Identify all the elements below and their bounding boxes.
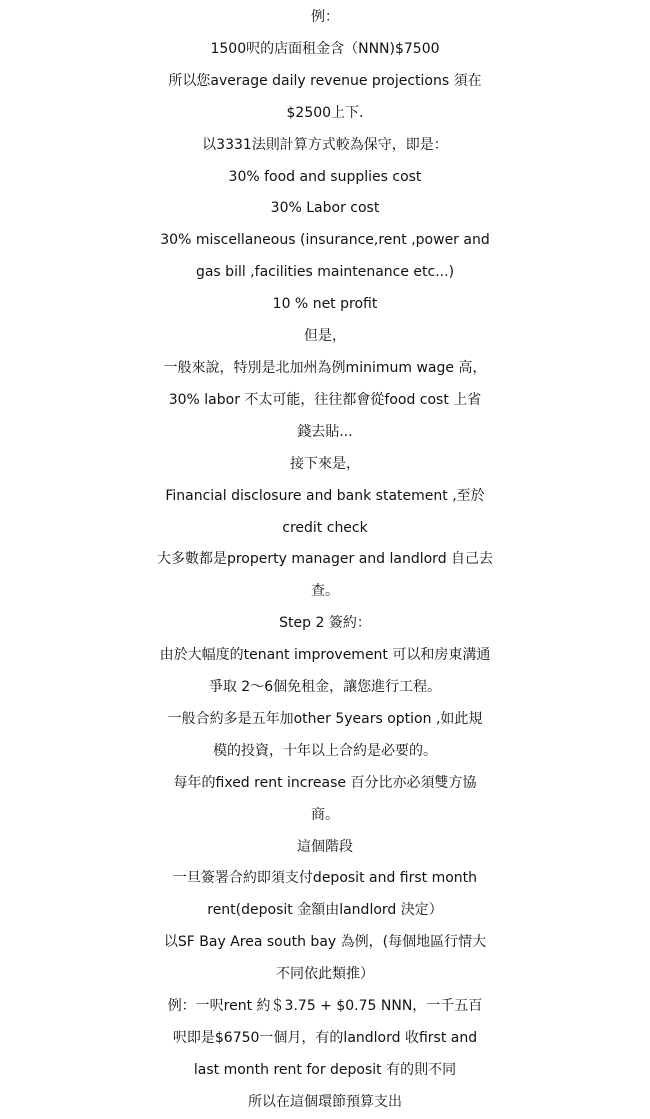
note-line: 30% Labor cost xyxy=(270,200,380,217)
note-line: 例： xyxy=(311,9,339,25)
note-line: 商。 xyxy=(311,806,339,823)
note-line: last month rent for deposit 有的則不同 xyxy=(193,1061,457,1078)
note-line: Financial disclosure and bank statement ,至於 xyxy=(165,487,485,504)
note-line: Step 2 簽約： xyxy=(279,615,371,632)
note-line: 一般合約多是五年加other 5years option ,如此規 xyxy=(167,710,483,727)
note-line: 模的投資，十年以上合約是必要的。 xyxy=(213,742,437,759)
note-line: 一般來說，特別是北加州為例minimum wage 高， xyxy=(163,359,487,376)
note-line: credit check xyxy=(282,519,368,536)
note-line: 10 % net profit xyxy=(272,296,378,313)
note-line: 爭取 2～6個免租金，讓您進行工程。 xyxy=(208,679,442,696)
note-line: 每年的fixed rent increase 百分比亦必須雙方協 xyxy=(173,774,477,791)
note-line: 錢去貼... xyxy=(297,423,353,440)
note-line: 所以在這個環節預算支出 xyxy=(248,1093,402,1110)
note-line: gas bill ,facilities maintenance etc...) xyxy=(195,264,455,281)
note-line: 呎即是$6750一個月，有的landlord 收first and xyxy=(172,1030,478,1046)
note-line: 30% miscellaneous (insurance,rent ,power and xyxy=(160,232,490,249)
note-line: 由於大幅度的tenant improvement 可以和房東溝通 xyxy=(159,647,491,664)
note-line: 查。 xyxy=(311,583,339,600)
note-line: 30% labor 不太可能，往往都會從food cost 上省 xyxy=(168,391,482,408)
note-line: 所以您average daily revenue projections 須在 xyxy=(168,72,482,89)
note-line: 不同依此類推） xyxy=(276,966,374,983)
note-line: $2500上下. xyxy=(286,104,364,121)
note-line: 以SF Bay Area south bay 為例，(每個地區行情大 xyxy=(163,934,487,951)
note-line: rent(deposit 金額由landlord 決定） xyxy=(207,902,443,919)
note-line: 1500呎的店面租金含（NNN)$7500 xyxy=(210,40,440,57)
note-line: 以3331法則計算方式較為保守，即是： xyxy=(202,136,448,153)
note-line: 接下來是， xyxy=(290,455,360,472)
note-line: 這個階段 xyxy=(297,838,353,855)
note-line: 但是， xyxy=(304,328,346,345)
note-line: 30% food and supplies cost xyxy=(228,168,422,185)
note-line: 大多數都是property manager and landlord 自己去 xyxy=(156,551,494,568)
note-line: 一旦簽署合約即須支付deposit and first month xyxy=(172,870,478,887)
note-line: 例：一呎rent 約＄3.75 + $0.75 NNN，一千五百 xyxy=(167,998,483,1015)
